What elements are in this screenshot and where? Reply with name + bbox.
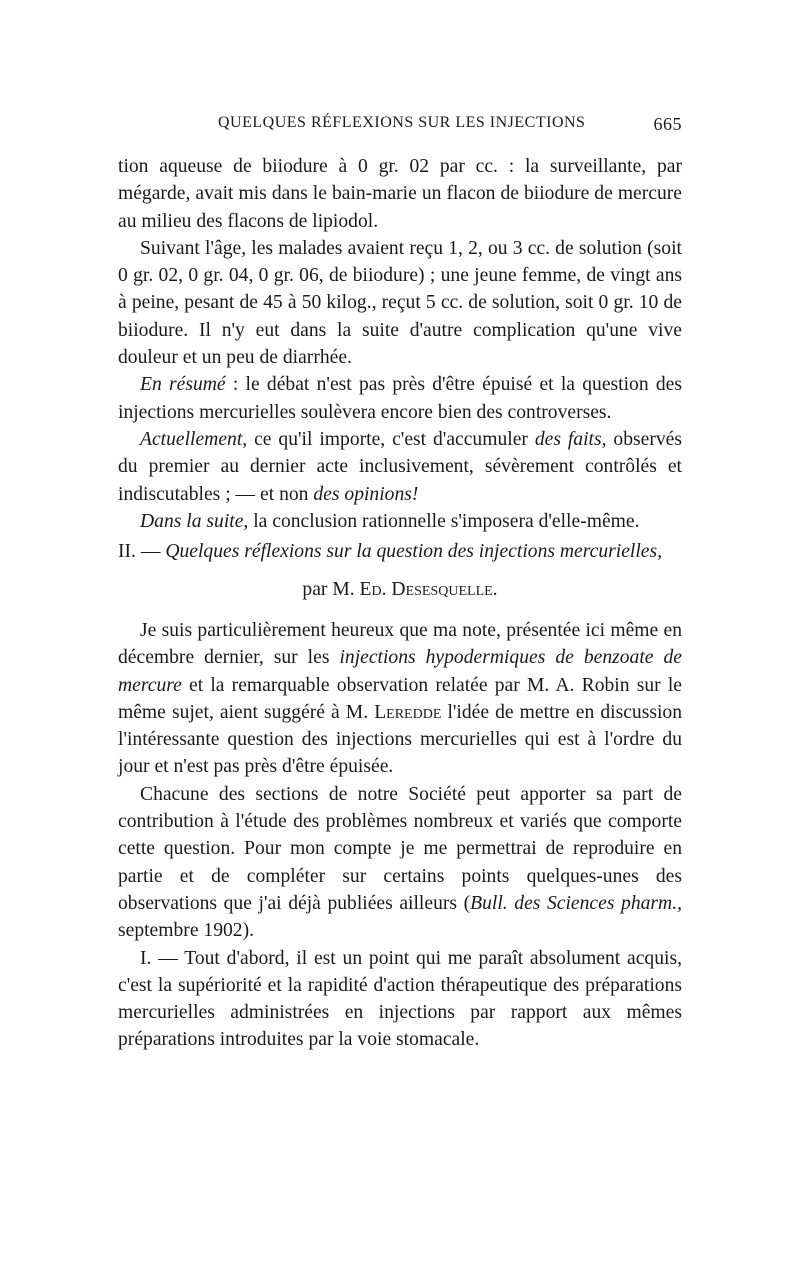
text-run: septembre 1902). bbox=[118, 920, 255, 942]
italic-phrase: des faits, bbox=[534, 428, 607, 450]
paragraph bbox=[118, 617, 682, 781]
paragraph bbox=[118, 426, 682, 508]
paragraph: tion aqueuse de biiodure à 0 gr. 02 par cc. : la surveillante, par mégarde, avait mis dans le bain-marie un flacon de biiodure de mercure au milieu des flacons de lipiodol. bbox=[118, 156, 682, 232]
section-numeral: II. — bbox=[118, 541, 166, 562]
page-number: 665 bbox=[653, 114, 682, 134]
text-run: ce qu'il importe, c'est d'accumuler bbox=[247, 428, 535, 450]
section-title: Quelques réflexions sur la question des injections mercurielles, bbox=[165, 541, 662, 562]
section-heading bbox=[118, 538, 682, 604]
text-run: Je suis particulièrement heureux que ma note, présentée ici même en décembre dernier, sur les bbox=[118, 620, 682, 669]
paragraph bbox=[118, 371, 682, 426]
italic-phrase: injections hypodermiques de benzoate de mercure bbox=[118, 647, 682, 696]
section-author-line bbox=[118, 576, 682, 603]
running-title: QUELQUES RÉFLEXIONS SUR LES INJECTIONS bbox=[218, 114, 586, 131]
author-prefix: par M. bbox=[302, 579, 360, 601]
text-run: et la remarquable observation relatée par M. A. Robin sur le même sujet, aient suggéré à M. bbox=[118, 674, 682, 723]
italic-phrase: Bull. des Sciences pharm., bbox=[470, 892, 683, 914]
author-name: Ed. Desesquelle. bbox=[359, 579, 498, 601]
paragraph: Suivant l'âge, les malades avaient reçu 1, 2, ou 3 cc. de solution (soit 0 gr. 02, 0 gr. 04, 0 gr. 06, de biiodure) ; une jeune femme, de vingt ans à peine, pesant de 45 à 50 kilog., reçut 5 cc. de solution, soit 0 gr. 10 de biiodure. Il n'y eut dans la suite d'autre complication qu'une vive douleur et un peu de diarrhée. bbox=[118, 237, 682, 369]
italic-phrase: Actuellement, bbox=[140, 428, 248, 450]
body-text-bottom bbox=[118, 617, 682, 1054]
text-run: la conclusion rationnelle s'imposera d'elle-même. bbox=[248, 510, 640, 532]
small-caps-name: Leredde bbox=[374, 701, 442, 723]
paragraph bbox=[118, 508, 682, 535]
italic-phrase: En résumé bbox=[140, 374, 226, 396]
italic-phrase: Dans la suite, bbox=[140, 510, 249, 532]
section-title-line bbox=[118, 538, 682, 565]
text-run: : le débat n'est pas près d'être épuisé et la question des injections mercurielles soulèvera encore bien des controverses. bbox=[118, 374, 682, 423]
paragraph bbox=[118, 781, 682, 945]
body-text-top bbox=[118, 153, 682, 535]
text-run: observés du premier au dernier acte inclusivement, sévèrement contrôlés et indiscutables ; — et non bbox=[118, 428, 682, 505]
paragraph: I. — Tout d'abord, il est un point qui me paraît absolument acquis, c'est la supériorité et la rapidité d'action thérapeutique des préparations mercurielles administrées en injections par rapport aux mêmes préparations introduites par la voie stomacale. bbox=[118, 947, 682, 1051]
text-run: Chacune des sections de notre Société peut apporter sa part de contribution à l'étude des problèmes nombreux et variés que comporte cette question. Pour mon compte je me permettrai de reproduire en partie et de compléter sur certains points quelques-unes des observations que j'ai déjà publiées ailleurs ( bbox=[118, 783, 682, 914]
text-run: l'idée de mettre en discussion l'intéressante question des injections mercurielles qui est à l'ordre du jour et n'est pas près d'être épuisée. bbox=[118, 701, 683, 778]
italic-phrase: des opinions! bbox=[313, 483, 419, 505]
